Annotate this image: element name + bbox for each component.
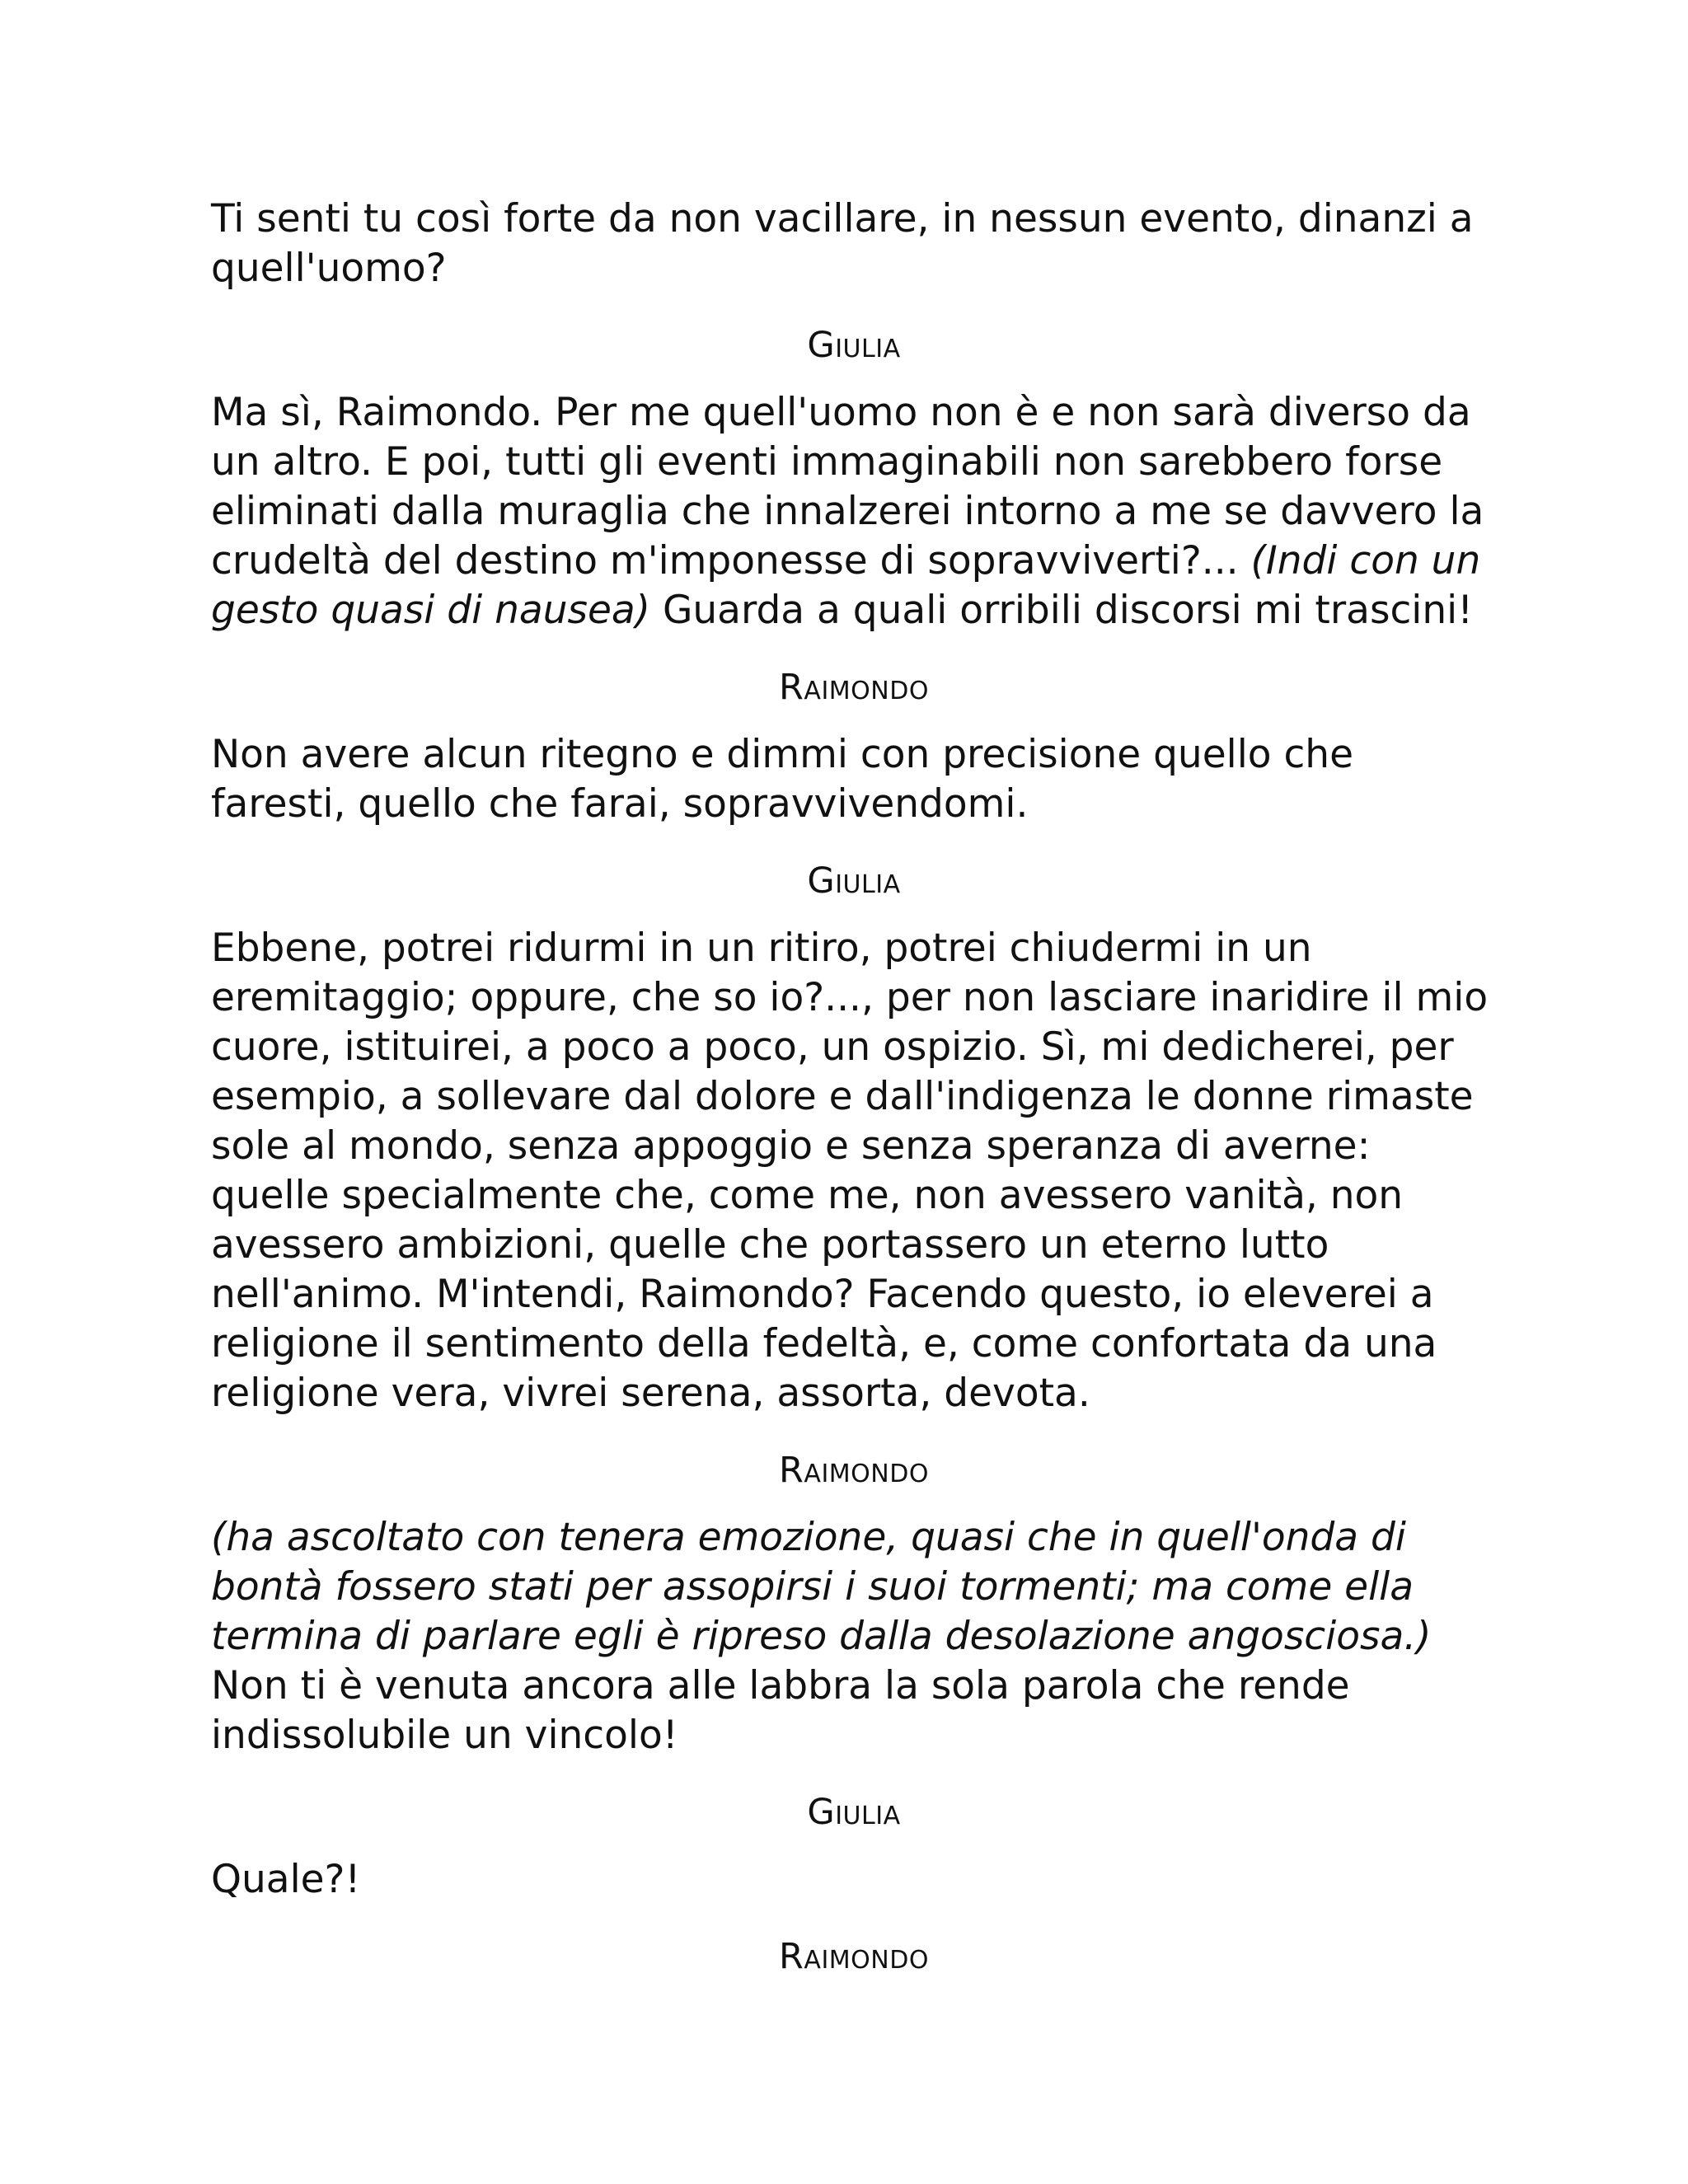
speaker-name: Raimondo [779, 1450, 929, 1491]
script-body [211, 194, 1497, 1999]
dialogue-paragraph [211, 1855, 1497, 1905]
speaker-name: Giulia [807, 860, 901, 902]
dialogue-text: Quale?! [211, 1857, 361, 1902]
dialogue-paragraph [211, 388, 1497, 635]
speaker-name: Giulia [807, 325, 901, 366]
dialogue-text: Guarda a quali orribili discorsi mi trascini! [650, 588, 1474, 633]
dialogue-text: Ma sì, Raimondo. Per me quell'uomo non è e non sarà diverso da un altro. E poi, tutti gli eventi immaginabili non sarebbero forse eliminati dalla muraglia che innalzerei intorno a me se davvero la crudeltà del destino m'imponesse di sopravviverti?... [211, 390, 1484, 583]
dialogue-paragraph [211, 730, 1497, 829]
dialogue-paragraph [211, 1513, 1497, 1760]
dialogue-paragraph [211, 924, 1497, 1418]
speaker-name: Raimondo [779, 1936, 929, 1977]
dialogue-text: Ebbene, potrei ridurmi in un ritiro, potrei chiudermi in un eremitaggio; oppure, che so io?..., per non lasciare inaridire il mio cuore, istituirei, a poco a poco, un ospizio. Sì, mi dedicherei, per esempio, a sollevare dal dolore e dall'indigenza le donne rimaste sole al mondo, senza appoggio e senza speranza di averne: quelle specialmente che, come me, non avessero vanità, non avessero ambizioni, quelle che portassero un eterno lutto nell'animo. M'intendi, Raimondo? Facendo questo, io eleverei a religione il sentimento della fedeltà, e, come confortata da una religione vera, vivrei serena, assorta, devota. [211, 926, 1489, 1416]
speaker-name: Giulia [807, 1792, 901, 1833]
stage-direction: (Indi con un gesto quasi di nausea) [211, 538, 1481, 633]
dialogue-text: Non ti è venuta ancora alle labbra la sola parola che rende indissolubile un vincolo! [211, 1663, 1350, 1758]
dialogue-text: Non avere alcun ritegno e dimmi con precisione quello che faresti, quello che farai, sopravvivendomi. [211, 732, 1353, 827]
dialogue-paragraph [211, 194, 1497, 293]
speaker-name: Raimondo [779, 667, 929, 708]
stage-direction: (ha ascoltato con tenera emozione, quasi che in quell'onda di bontà fossero stati per assopirsi i suoi tormenti; ma come ella termina di parlare egli è ripreso dalla desolazione angosciosa.) [211, 1515, 1432, 1659]
dialogue-text: Ti senti tu così forte da non vacillare, in nessun evento, dinanzi a quell'uomo? [211, 196, 1474, 291]
